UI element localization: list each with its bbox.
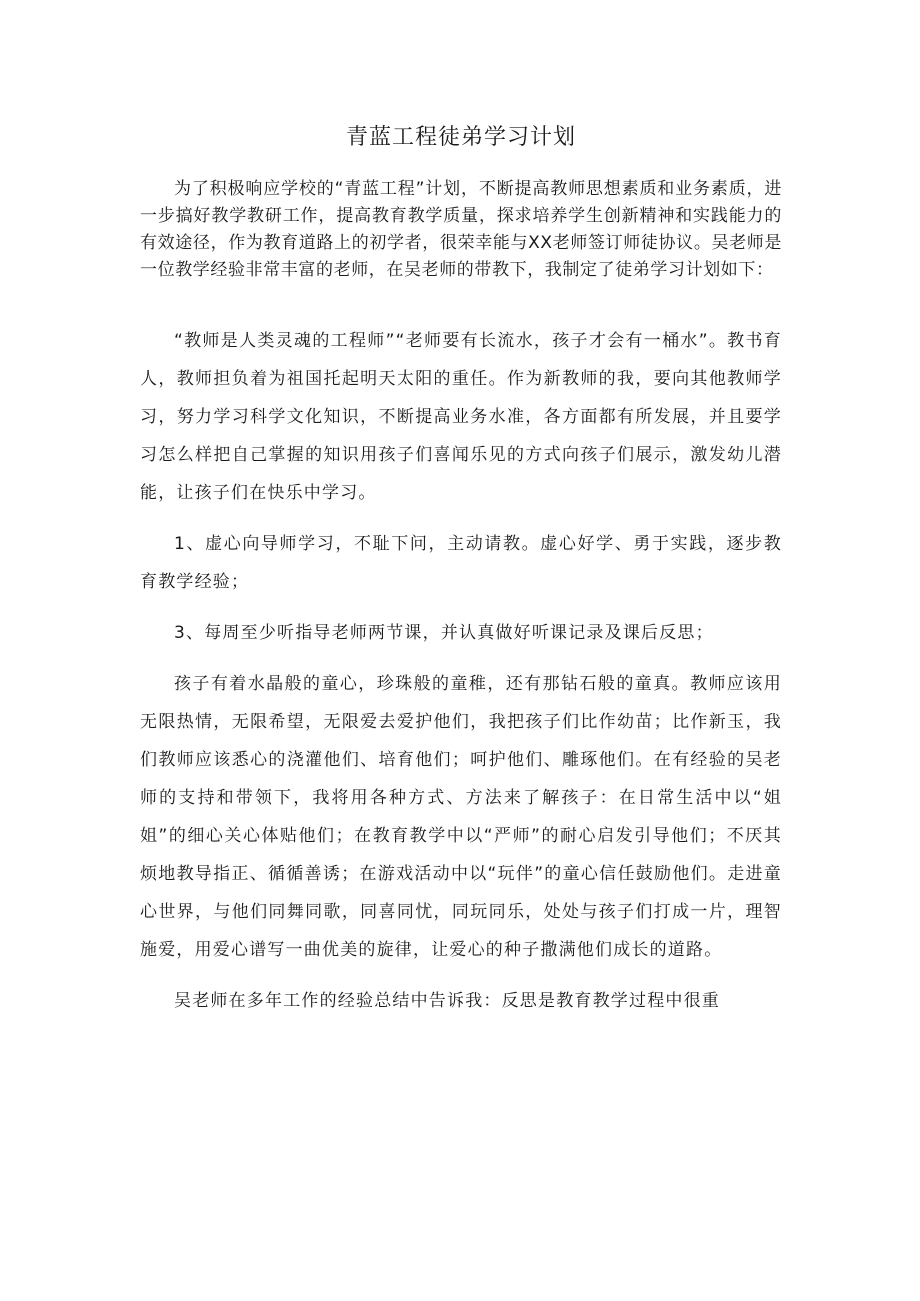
paragraph: 孩子有着水晶般的童心，珍珠般的童稚，还有那钻石般的童真。教师应该用无限热情，无限希望，无限爱去爱护他们，我把孩子们比作幼苗；比作新玉，我们教师应该悉心的浇灌他们、培育他们；呵护他们、雕琢他们。在有经验的吴老师的支持和带领下，我将用各种方式、方法来了解孩子：在日常生活中以“姐姐”的细心关心体贴他们；在教育教学中以“严师”的耐心启发引导他们；不厌其烦地教导指正、循循善诱；在游戏活动中以“玩伴”的童心信任鼓励他们。走进童心世界，与他们同舞同歌，同喜同忧，同玩同乐，处处与孩子们打成一片，理智施爱，用爱心谱写一曲优美的旋律，让爱心的种子撒满他们成长的道路。	[140, 674, 782, 960]
body-text	[140, 322, 782, 1033]
paragraph: 吴老师在多年工作的经验总结中告诉我：反思是教育教学过程中很重	[174, 991, 720, 1011]
intro-paragraph: 为了积极响应学校的“青蓝工程”计划，不断提高教师思想素质和业务素质，进一步搞好教学教研工作，提高教育教学质量，探求培养学生创新精神和实践能力的有效途径，作为教育道路上的初学者，很荣幸能与XX老师签订师徒协议。吴老师是一位教学经验非常丰富的老师，在吴老师的带教下，我制定了徒弟学习计划如下：	[140, 179, 782, 280]
paragraph: 1、虚心向导师学习，不耻下问，主动请教。虚心好学、勇于实践，逐步教育教学经验；	[140, 534, 782, 592]
paragraph: “教师是人类灵魂的工程师”“老师要有长流水，孩子才会有一桶水”。教书育人，教师担负着为祖国托起明天太阳的重任。作为新教师的我，要向其他教师学习，努力学习科学文化知识，不断提高业务水准，各方面都有所发展，并且要学习怎么样把自己掌握的知识用孩子们喜闻乐见的方式向孩子们展示，激发幼儿潜能，让孩子们在快乐中学习。	[140, 331, 782, 503]
page-title: 青蓝工程徒弟学习计划	[345, 125, 576, 150]
paragraph: 3、每周至少听指导老师两节课，并认真做好听课记录及课后反思；	[174, 623, 714, 643]
